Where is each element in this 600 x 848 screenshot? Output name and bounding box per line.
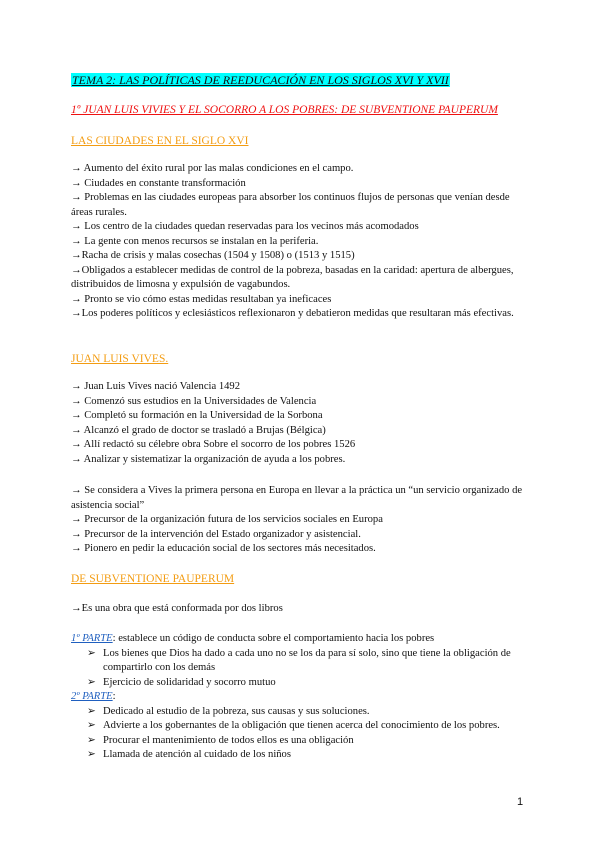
list-item: →Obligados a establecer medidas de control de la pobreza, basadas en la caridad: apertura de albergues, distribuidos de limosna y expulsión de vagabundos. bbox=[71, 264, 514, 290]
arrowhead-bullet-icon: ➢ bbox=[87, 676, 96, 688]
list-item: → Analizar y sistematizar la organización de ayuda a los pobres. bbox=[71, 453, 346, 465]
list-item: → Ciudades en constante transformación bbox=[71, 177, 246, 189]
arrowhead-bullet-icon: ➢ bbox=[87, 734, 96, 746]
list-item: ➢ Ejercicio de solidaridad y socorro mutuo bbox=[71, 676, 531, 691]
list-item: →Racha de crisis y malas cosechas (1504 y 1508) o (1513 y 1515) bbox=[71, 250, 355, 261]
list-item: ➢ Llamada de atención al cuidado de los niños bbox=[71, 748, 531, 763]
list-item: → Se considera a Vives la primera persona en Europa en llevar a la práctica un “un servicio organizado de asistencia social” bbox=[71, 485, 523, 511]
subventione-intro: →Es una obra que está conformada por dos libros bbox=[71, 603, 283, 614]
list-item: → Los centro de la ciudades quedan reservadas para los vecinos más acomodados bbox=[71, 221, 419, 232]
list-item: ➢ Advierte a los gobernantes de la obligación que tienen acerca del conocimiento de los pobres. bbox=[71, 719, 531, 734]
list-item: →Los poderes políticos y eclesiásticos reflexionaron y debatieron medidas que resultaran más efectivas. bbox=[71, 308, 514, 319]
part2-label: 2º PARTE bbox=[71, 691, 113, 702]
arrowhead-bullet-icon: ➢ bbox=[87, 647, 96, 659]
document-subtitle: 1º JUAN LUIS VIVIES Y EL SOCORRO A LOS POBRES: DE SUBVENTIONE PAUPERUM bbox=[71, 104, 498, 116]
list-item: → Precursor de la intervención del Estado organizador y asistencial. bbox=[71, 528, 361, 540]
part1-label: 1º PARTE bbox=[71, 633, 113, 644]
list-item: → La gente con menos recursos se instalan en la periferia. bbox=[71, 235, 319, 247]
arrowhead-bullet-icon: ➢ bbox=[87, 705, 96, 717]
part2-text: : bbox=[112, 691, 116, 702]
list-item: → Comenzó sus estudios en la Universidades de Valencia bbox=[71, 395, 317, 407]
list-item: → Pionero en pedir la educación social de los sectores más necesitados. bbox=[71, 543, 376, 554]
list-item: → Allí redactó su célebre obra Sobre el socorro de los pobres 1526 bbox=[71, 439, 356, 450]
page-number: 1 bbox=[517, 796, 524, 808]
part2-line bbox=[71, 690, 531, 705]
part1-line bbox=[71, 632, 531, 647]
subventione-parts bbox=[71, 632, 531, 763]
list-item: → Completó su formación en la Universidad de la Sorbona bbox=[71, 410, 323, 421]
list-item: ➢ Dedicado al estudio de la pobreza, sus causas y sus soluciones. bbox=[71, 705, 531, 720]
list-item: → Juan Luis Vives nació Valencia 1492 bbox=[71, 381, 241, 392]
list-item: ➢ Los bienes que Dios ha dado a cada uno no se los da para sí solo, sino que tiene la obligación de compartirlo con los demás bbox=[87, 647, 511, 673]
list-item: ➢ Procurar el mantenimiento de todos ellos es una obligación bbox=[71, 734, 531, 749]
list-item: → Alcanzó el grado de doctor se trasladó a Brujas (Bélgica) bbox=[71, 424, 326, 436]
list-item: → Precursor de la organización futura de los servicios sociales en Europa bbox=[71, 514, 383, 525]
heading-subventione: DE SUBVENTIONE PAUPERUM bbox=[71, 573, 235, 585]
part1-text: : establece un código de conducta sobre el comportamiento hacia los pobres bbox=[112, 633, 435, 644]
arrowhead-bullet-icon: ➢ bbox=[87, 749, 96, 760]
list-item: → Pronto se vio cómo estas medidas resultaban ya ineficaces bbox=[71, 293, 332, 305]
heading-ciudades: LAS CIUDADES EN EL SIGLO XVI bbox=[71, 135, 249, 147]
list-ciudades bbox=[71, 162, 531, 322]
arrowhead-bullet-icon: ➢ bbox=[87, 720, 96, 731]
list-item: → Problemas en las ciudades europeas para absorber los continuos flujos de personas que venían desde áreas rurales. bbox=[71, 192, 510, 218]
list-item: → Aumento del éxito rural por las malas condiciones en el campo. bbox=[71, 163, 354, 174]
heading-vives: JUAN LUIS VIVES. bbox=[71, 353, 169, 365]
document-title: TEMA 2: LAS POLÍTICAS DE REEDUCACIÓN EN LOS SIGLOS XVI Y XVII bbox=[72, 73, 449, 87]
list-vives bbox=[71, 380, 531, 467]
list-vives-legacy bbox=[71, 484, 531, 557]
